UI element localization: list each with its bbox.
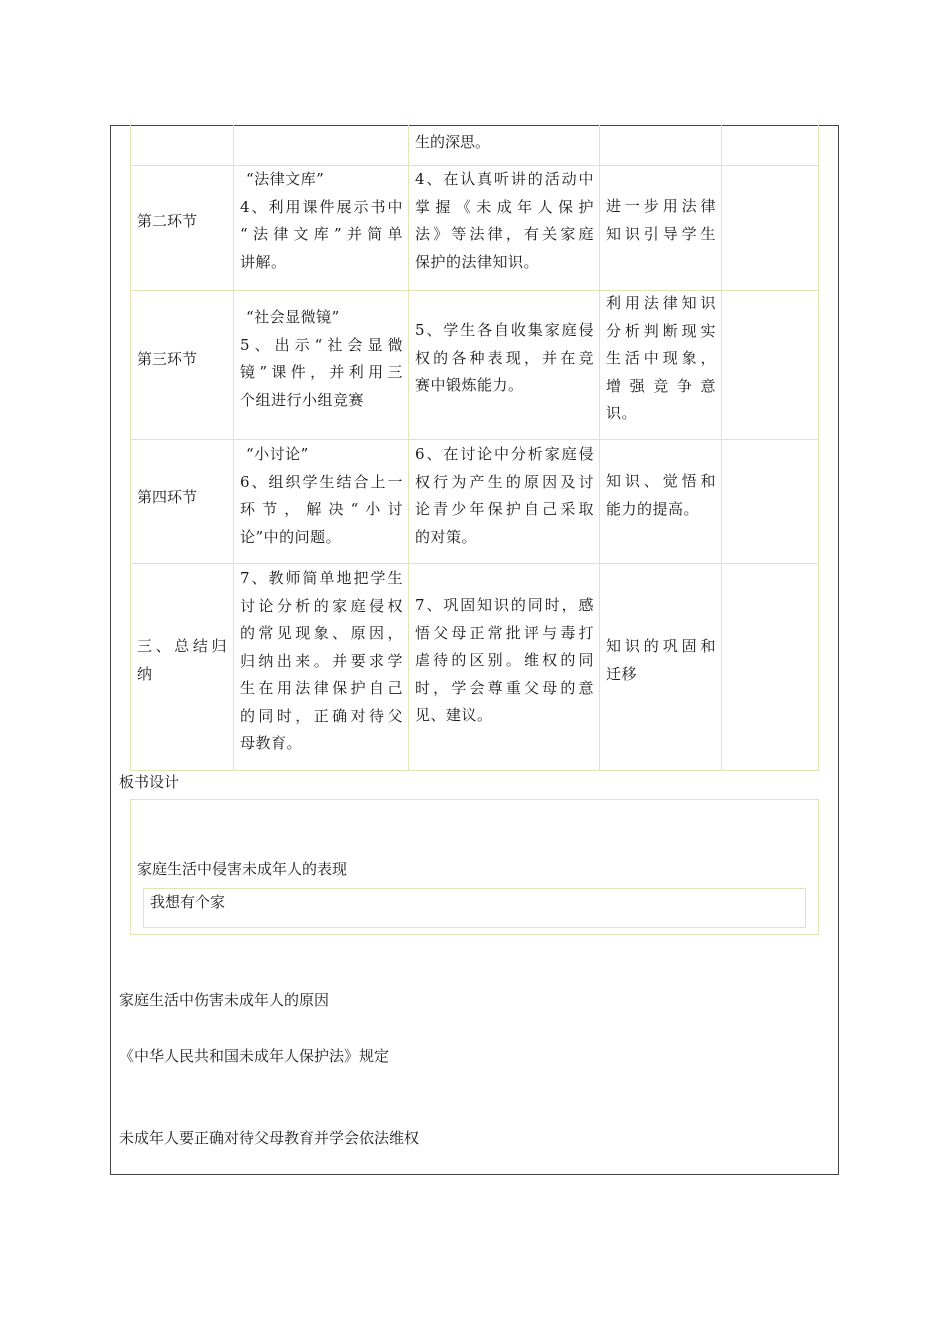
board-line-conclusion: 未成年人要正确对待父母教育并学会依法维权 — [119, 1129, 420, 1147]
teacher-activity: “小讨论” 6、组织学生结合上一 环节，解决“小讨 论”中的问题。 — [240, 445, 403, 546]
board-line-law: 《中华人民共和国未成年人保护法》规定 — [119, 1047, 390, 1065]
row-divider-4 — [130, 563, 819, 564]
table-divider-4 — [721, 125, 722, 770]
design-intent: 进一步用法律 知识引导学生 — [606, 197, 716, 243]
board-center-box — [143, 888, 806, 928]
stage-label: 第三环节 — [137, 350, 198, 368]
board-line-causes: 家庭生活中伤害未成年人的原因 — [119, 991, 330, 1009]
student-activity: 7、巩固知识的同时，感 悟父母正常批评与毒打 虐待的区别。维权的同 时，学会尊重父母的意 见、建议。 — [415, 596, 594, 724]
student-activity: 4、在认真听讲的活动中 掌握《未成年人保护 法》等法律，有关家庭 保护的法律知识。 — [415, 170, 594, 271]
stage-label: 第二环节 — [137, 212, 198, 230]
board-design-heading: 板书设计 — [119, 773, 180, 791]
teacher-activity: “法律文库” 4、利用课件展示书中 “法律文库”并简单 讲解。 — [240, 170, 403, 271]
table-divider-2 — [408, 125, 409, 770]
table-border-right — [818, 125, 819, 770]
design-intent: 知识、觉悟和 能力的提高。 — [606, 472, 716, 518]
stage-label: 第四环节 — [137, 488, 198, 506]
table-border-left — [130, 125, 131, 770]
stage-label: 三、总结归 纳 — [137, 637, 227, 683]
student-activity: 6、在讨论中分析家庭侵 权行为产生的原因及讨 论青少年保护自己采取 的对策。 — [415, 445, 594, 546]
table-border-bottom — [130, 770, 819, 771]
table-divider-3 — [599, 125, 600, 770]
teacher-activity: “社会显微镜” 5、出示“社会显微 镜”课件，并利用三 个组进行小组竞赛 — [240, 308, 403, 409]
table-divider-1 — [233, 125, 234, 770]
design-intent: 利用法律知识 分析判断现实 生活中现象， 增强竞争意 识。 — [606, 294, 716, 422]
row-divider-3 — [130, 439, 819, 440]
student-activity: 5、学生各自收集家庭侵 权的各种表现，并在竞 赛中锻炼能力。 — [415, 321, 594, 394]
continued-text: 生的深思。 — [415, 133, 491, 151]
design-intent: 知识的巩固和 迁移 — [606, 637, 716, 683]
board-center-title: 我想有个家 — [150, 893, 226, 911]
teacher-activity: 7、教师简单地把学生 讨论分析的家庭侵权 的常见现象、原因， 归纳出来。并要求学 生在用法律保护自己 的同时，正确对待父 母教育。 — [240, 569, 403, 752]
board-line-manifestation: 家庭生活中侵害未成年人的表现 — [137, 860, 348, 878]
